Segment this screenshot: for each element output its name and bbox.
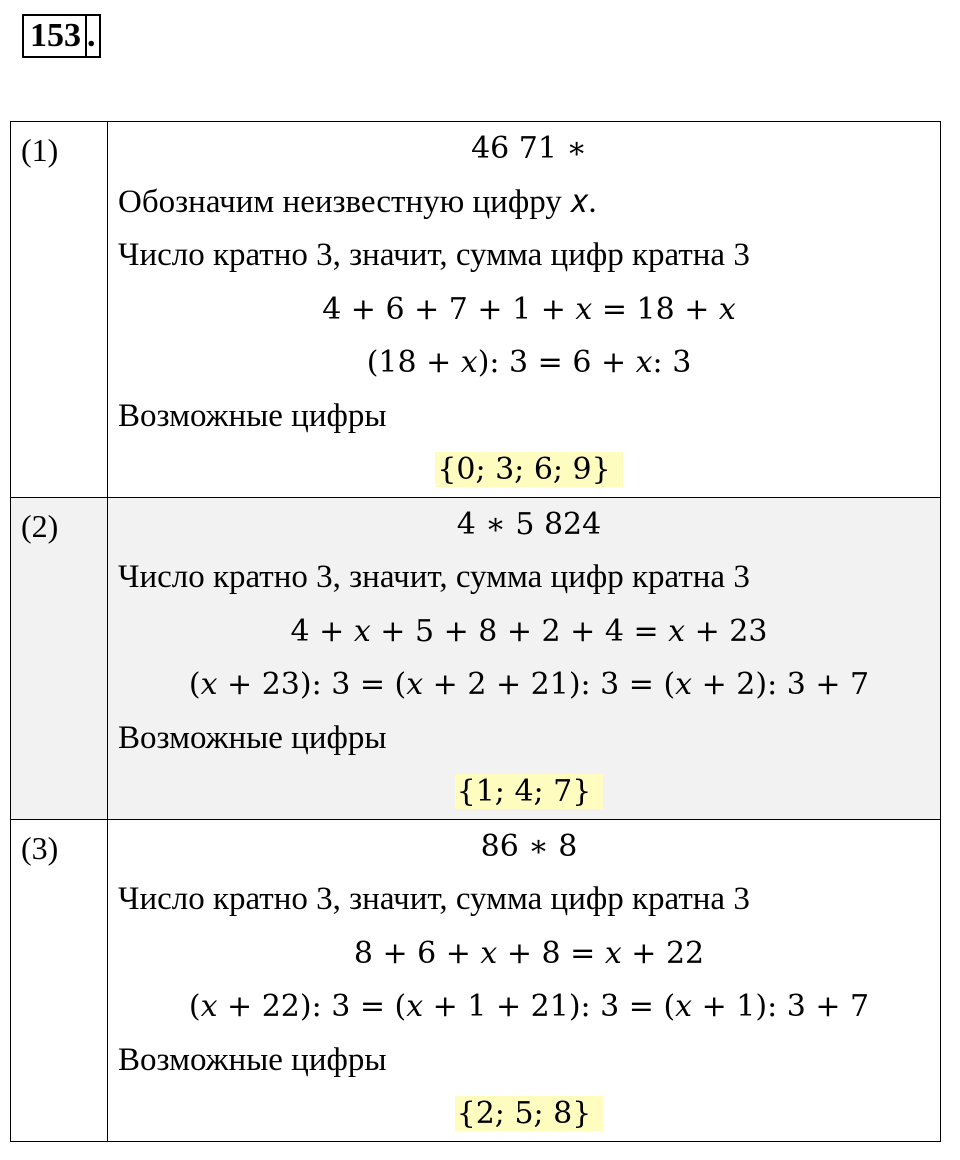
number-pattern: 4 ∗ 5 824 bbox=[456, 506, 602, 542]
equation-line: (18 + 𝑥): 3 = 6 + 𝑥: 3 bbox=[366, 345, 692, 380]
equation-line: 8 + 6 + 𝑥 + 8 = 𝑥 + 22 bbox=[353, 935, 705, 971]
text-line: Возможные цифры bbox=[118, 1041, 387, 1078]
text-line: Число кратно 3, значит, сумма цифр кратна 3 bbox=[118, 237, 750, 273]
task-number-dot: . bbox=[87, 14, 101, 58]
solution-row-3 bbox=[11, 819, 941, 1141]
number-pattern: 86 ∗ 8 bbox=[480, 828, 578, 864]
text-line: Возможные цифры bbox=[118, 397, 387, 434]
answer-line bbox=[118, 1087, 940, 1141]
row-content bbox=[108, 819, 941, 1141]
answer-line bbox=[118, 443, 940, 497]
answer-line bbox=[118, 765, 940, 819]
text-line: Возможные цифры bbox=[118, 719, 387, 756]
solution-row-2 bbox=[11, 497, 941, 819]
row-label: (3) bbox=[11, 819, 108, 1141]
text-line: Число кратно 3, значит, сумма цифр кратна 3 bbox=[118, 881, 750, 917]
task-number-box: 153 bbox=[22, 14, 87, 58]
solutions-table bbox=[10, 121, 941, 1142]
solution-row-1 bbox=[11, 122, 941, 498]
equation-line: 4 + 6 + 7 + 1 + 𝑥 = 18 + 𝑥 bbox=[322, 291, 736, 327]
answer-highlight: {2; 5; 8} bbox=[455, 1096, 604, 1131]
row-label: (2) bbox=[11, 497, 108, 819]
number-pattern: 46 71 ∗ bbox=[471, 131, 587, 166]
equation-line: (𝑥 + 22): 3 = (𝑥 + 1 + 21): 3 = (𝑥 + 1): 3 + 7 bbox=[188, 989, 870, 1024]
text-line: Число кратно 3, значит, сумма цифр кратна 3 bbox=[118, 559, 750, 595]
equation-line: 4 + 𝑥 + 5 + 8 + 2 + 4 = 𝑥 + 23 bbox=[290, 613, 768, 649]
task-number bbox=[22, 14, 101, 58]
row-label: (1) bbox=[11, 122, 108, 498]
equation-line: (𝑥 + 23): 3 = (𝑥 + 2 + 21): 3 = (𝑥 + 2): 3 + 7 bbox=[188, 667, 870, 702]
answer-highlight: {0; 3; 6; 9} bbox=[435, 452, 622, 487]
text-line: Обозначим неизвестную цифру 𝑥. bbox=[118, 183, 597, 220]
row-content bbox=[108, 122, 941, 498]
answer-highlight: {1; 4; 7} bbox=[455, 774, 604, 809]
row-content bbox=[108, 497, 941, 819]
